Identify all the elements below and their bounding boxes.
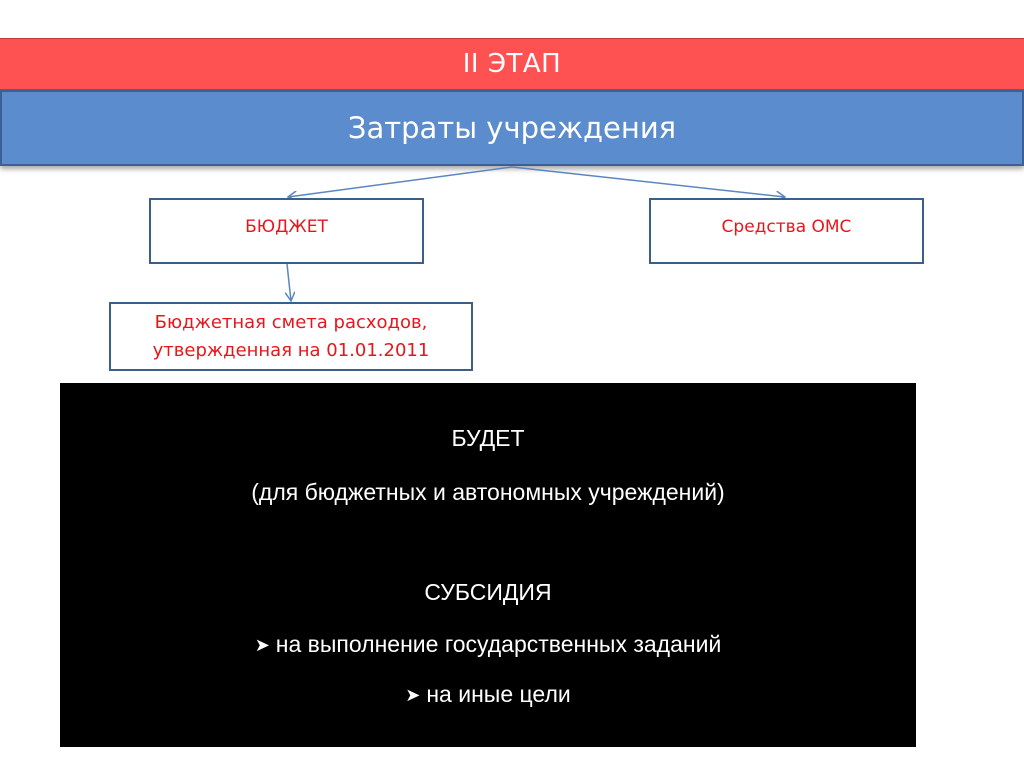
arrow-to-estimate	[287, 264, 291, 301]
budget-box	[149, 198, 424, 264]
estimate-box	[109, 302, 473, 371]
arrow-to-oms	[512, 167, 785, 197]
bullet-item	[60, 681, 916, 708]
bullet-text-state-tasks: на выполнение государственных заданий	[275, 631, 722, 657]
stage-title: II ЭТАП	[462, 49, 562, 79]
estimate-line-1: Бюджетная смета расходов,	[154, 311, 428, 333]
arrow-to-budget	[288, 167, 512, 197]
bullet-item	[60, 631, 916, 658]
oms-label: Средства ОМС	[721, 217, 852, 237]
subsidy-panel	[60, 383, 916, 747]
bullet-text-other-purposes: на иные цели	[426, 681, 571, 707]
arrowhead-bullet-icon: ➤	[254, 635, 270, 655]
arrowhead-bullet-icon: ➤	[405, 685, 421, 705]
will-be-heading: БУДЕТ	[451, 425, 525, 451]
budget-label: БЮДЖЕТ	[245, 217, 328, 237]
oms-box	[649, 198, 924, 264]
estimate-line-2: утвержденная на 01.01.2011	[152, 339, 430, 361]
subsidy-heading: СУБСИДИЯ	[424, 579, 552, 605]
institutions-note: (для бюджетных и автономных учреждений)	[251, 479, 725, 505]
cost-title: Затраты учреждения	[347, 111, 677, 145]
